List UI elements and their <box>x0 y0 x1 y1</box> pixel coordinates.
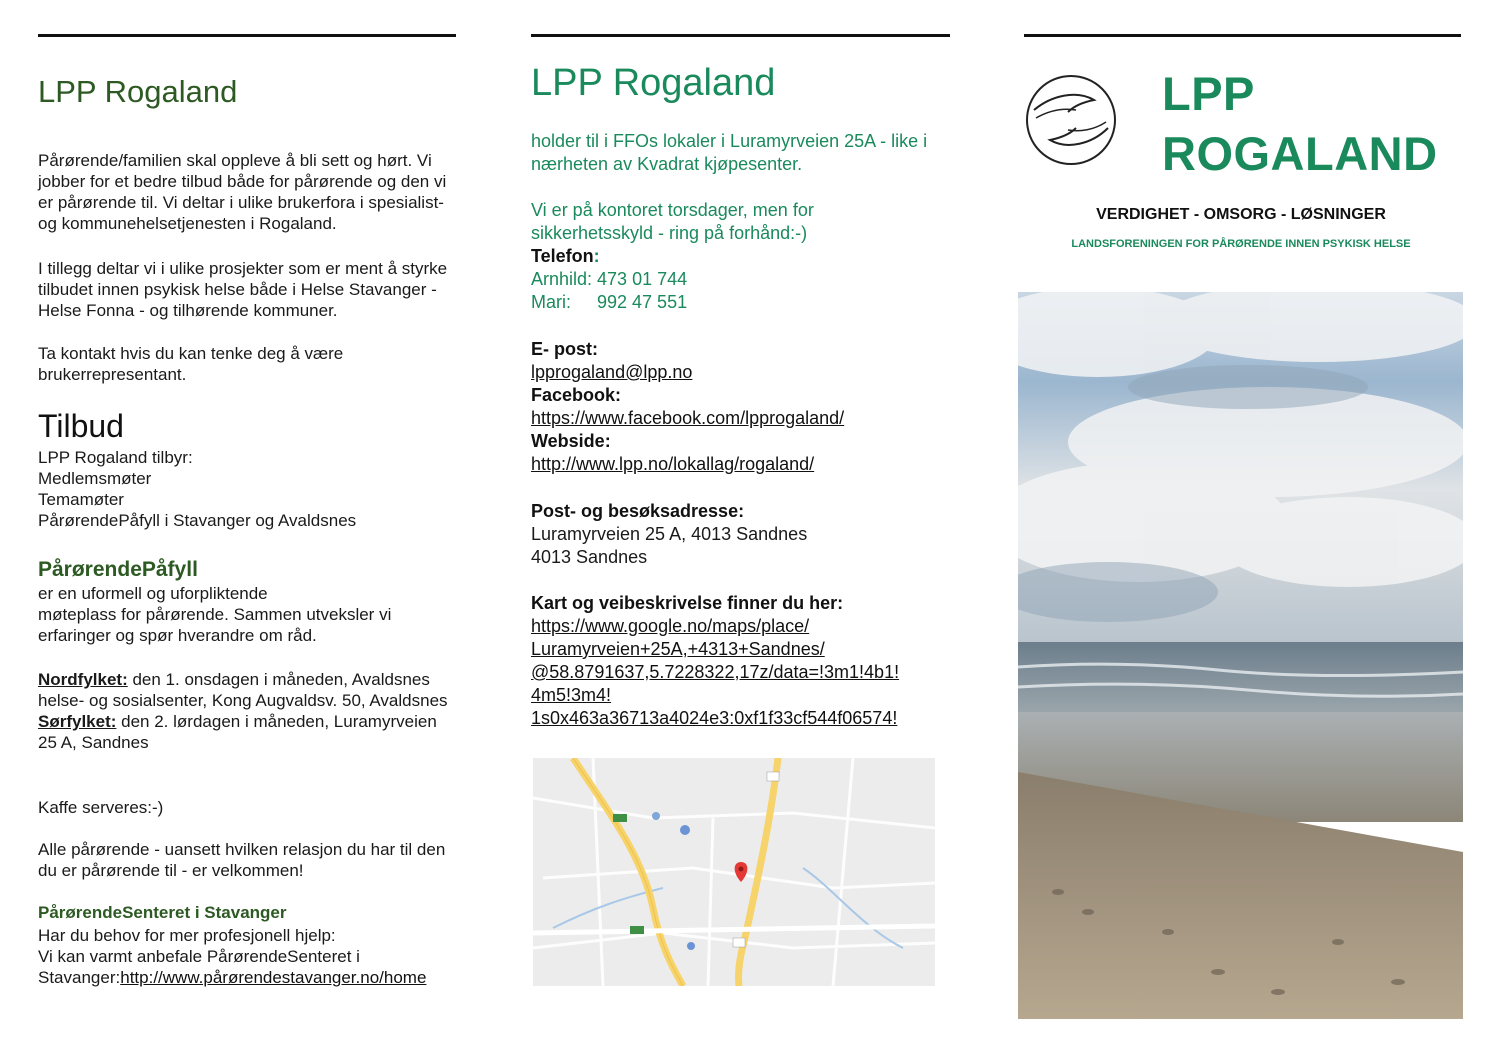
senter-heading: PårørendeSenteret i Stavanger <box>38 903 287 922</box>
online-block <box>531 338 951 476</box>
map-image[interactable] <box>533 758 935 986</box>
tilbud-heading: Tilbud <box>38 408 124 444</box>
email-link[interactable]: lpprogaland@lpp.no <box>531 362 693 382</box>
map-directions-block <box>531 592 951 730</box>
phone-mari-name: Mari: <box>531 292 571 312</box>
nordfylket-entry <box>38 669 458 711</box>
senter-line-3 <box>38 967 458 988</box>
web-link[interactable]: http://www.lpp.no/lokallag/rogaland/ <box>531 454 815 474</box>
tilbud-intro: LPP Rogaland tilbyr: <box>38 448 193 467</box>
phone-mari-number: 992 47 551 <box>597 292 688 312</box>
map-link-line[interactable]: @58.8791637,5.7228322,17z/data=!3m1!4b1! <box>531 662 900 682</box>
tilbud-item: PårørendePåfyll i Stavanger og Avaldsnes <box>38 511 357 530</box>
tilbud-list <box>38 447 458 531</box>
nordfylket-label: Nordfylket: <box>38 670 128 689</box>
pafyll-line-1: er en uformell og uforpliktende <box>38 584 268 603</box>
column-1-top-rule <box>38 34 456 37</box>
email-label: E- post: <box>531 339 598 359</box>
map-link-line[interactable]: 1s0x463a36713a4024e3:0xf1f33cf544f06574! <box>531 708 898 728</box>
phone-block <box>531 245 951 314</box>
sorfylket-text: den 2. lørdagen i måneden, Luramyrveien 25 A, Sandnes <box>38 712 437 752</box>
brand-line-1: LPP <box>1162 67 1255 120</box>
phone-arnhild: Arnhild: 473 01 744 <box>531 269 688 289</box>
about-paragraph-1: Pårørende/familien skal oppleve å bli sett og hørt. Vi jobber for et bedre tilbud både for pårørende og den vi er pårørende til. Vi deltar i ulike brukerfora i spesialist- og kommunehelsetjenesten i Rogaland. <box>38 151 447 233</box>
address-label: Post- og besøksadresse: <box>531 501 745 521</box>
tilbud-item: Medlemsmøter <box>38 469 152 488</box>
senter-link[interactable]: http://www.pårørendestavanger.no/home <box>120 968 427 987</box>
location-intro: holder til i FFOs lokaler i Luramyrveien 25A - like i nærheten av Kvadrat kjøpesenter. <box>531 131 928 174</box>
phone-label-line <box>531 245 951 268</box>
web-label: Webside: <box>531 431 611 451</box>
map-label: Kart og veibeskrivelse finner du her: <box>531 593 844 613</box>
sorfylket-entry <box>38 711 458 753</box>
phone-mari <box>531 291 951 314</box>
about-paragraph-3: Ta kontakt hvis du kan tenke deg å være brukerrepresentant. <box>38 344 344 384</box>
lpp-logo <box>1022 70 1122 170</box>
map-graphic <box>533 758 935 986</box>
pafyll-description <box>38 583 458 646</box>
subtagline: LANDSFORENINGEN FOR PÅRØRENDE INNEN PSYKISK HELSE <box>1071 238 1411 250</box>
facebook-label: Facebook: <box>531 385 622 405</box>
sorfylket-label: Sørfylket: <box>38 712 117 731</box>
beach-photo-graphic <box>1018 292 1463 1019</box>
map-link-line[interactable]: https://www.google.no/maps/place/ <box>531 616 810 636</box>
pafyll-heading: PårørendePåfyll <box>38 558 198 581</box>
senter-text <box>38 925 458 988</box>
map-link-line[interactable]: 4m5!3m4! <box>531 685 612 705</box>
senter-prefix: Stavanger: <box>38 968 121 987</box>
column-3-top-rule <box>1024 34 1461 37</box>
nordfylket-text: den 1. onsdagen i måneden, Avaldsnes helse- og sosialsenter, Kong Augvaldsv. 50, Avaldsnes <box>38 670 448 710</box>
alle-velkommen-text: Alle pårørende - uansett hvilken relasjon du har til den du er pårørende til - er velkommen! <box>38 840 446 880</box>
contact-title: LPP Rogaland <box>531 62 776 104</box>
kaffe-text: Kaffe serveres:-) <box>38 798 164 817</box>
phone-colon: : <box>593 246 600 266</box>
tagline: VERDIGHET - OMSORG - LØSNINGER <box>1096 206 1386 223</box>
office-hours: Vi er på kontoret torsdager, men for sikkerhetsskyld - ring på forhånd:-) <box>531 200 814 243</box>
beach-photo <box>1018 292 1463 1019</box>
column-2-top-rule <box>531 34 950 37</box>
phone-label: Telefon <box>531 246 594 266</box>
tilbud-item: Temamøter <box>38 490 124 509</box>
facebook-link[interactable]: https://www.facebook.com/lpprogaland/ <box>531 408 845 428</box>
pafyll-line-2: møteplass for pårørende. Sammen utveksler vi erfaringer og spør hverandre om råd. <box>38 605 392 645</box>
hands-logo-icon <box>1022 70 1122 170</box>
senter-line-2: Vi kan varmt anbefale PårørendeSenteret i <box>38 947 360 966</box>
meeting-schedule <box>38 669 458 753</box>
brand-line-2: ROGALAND <box>1162 127 1438 180</box>
address-line-1: Luramyrveien 25 A, 4013 Sandnes <box>531 524 808 544</box>
address-line-2: 4013 Sandnes <box>531 547 648 567</box>
map-link-line[interactable]: Luramyrveien+25A,+4313+Sandnes/ <box>531 639 825 659</box>
address-block <box>531 500 951 569</box>
about-paragraph-2: I tillegg deltar vi i ulike prosjekter som er ment å styrke tilbudet innen psykisk helse både i Helse Stavanger - Helse Fonna - og tilhørende kommuner. <box>38 259 448 320</box>
about-title: LPP Rogaland <box>38 74 238 109</box>
senter-line-1: Har du behov for mer profesjonell hjelp: <box>38 926 336 945</box>
